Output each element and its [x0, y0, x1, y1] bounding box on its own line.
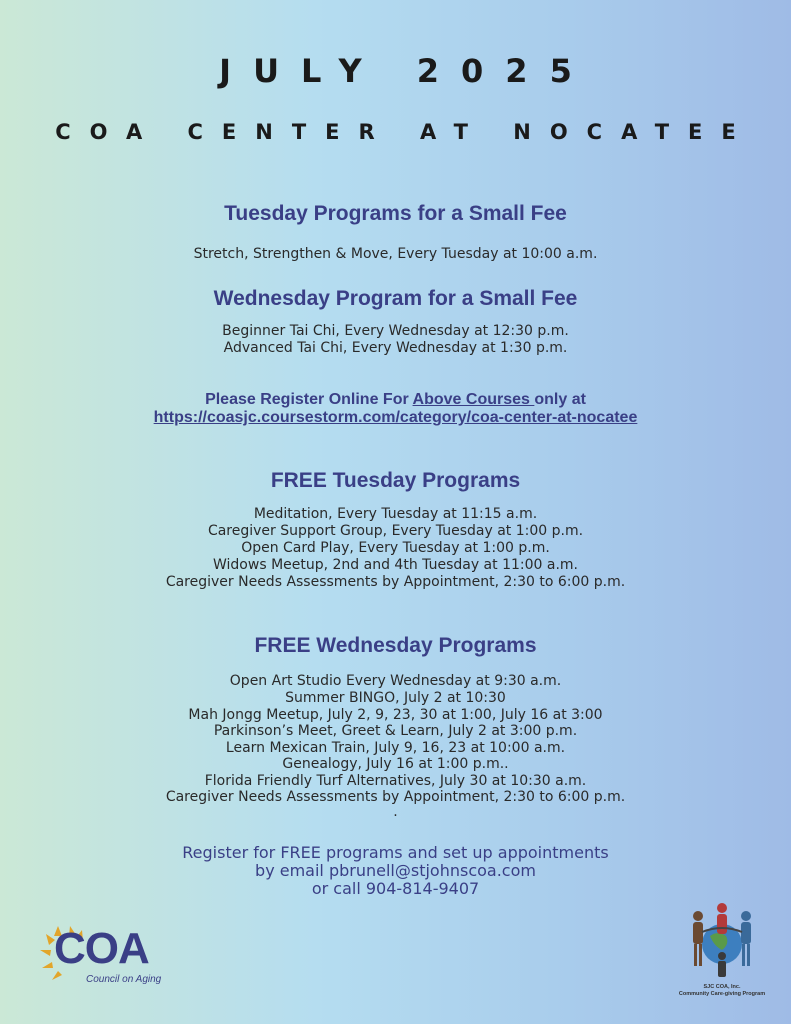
free-wednesday-item: Genealogy, July 16 at 1:00 p.m..: [282, 756, 509, 772]
above-courses-link[interactable]: Above Courses: [412, 391, 535, 408]
register-online-pre: Please Register Online For: [205, 391, 413, 408]
coa-logo: [38, 916, 178, 992]
center-title: COA CENTER AT NOCATEE: [55, 120, 755, 144]
free-wednesday-item: Learn Mexican Train, July 9, 16, 23 at 10:00 a.m.: [225, 740, 566, 756]
free-wednesday-item: Caregiver Needs Assessments by Appointment, 2:30 to 6:00 p.m.: [165, 789, 626, 805]
coursestorm-link[interactable]: https://coasjc.coursestorm.com/category/coa-center-at-nocatee: [153, 409, 638, 426]
sjc-caption-line2: Community Care-giving Program: [678, 991, 766, 997]
free-tuesday-item: Caregiver Support Group, Every Tuesday at 1:00 p.m.: [207, 523, 584, 539]
sjc-caption-line1: SJC COA, Inc.: [703, 984, 741, 990]
tuesday-fee-item: Stretch, Strengthen & Move, Every Tuesday at 10:00 a.m.: [193, 246, 598, 262]
register-url-row: [0, 408, 791, 427]
month-title: JULY 2025: [219, 52, 594, 90]
wednesday-fee-heading: Wednesday Program for a Small Fee: [213, 287, 578, 310]
contact-phone: or call 904-814-9407: [311, 879, 480, 898]
free-tuesday-item: Meditation, Every Tuesday at 11:15 a.m.: [253, 506, 538, 522]
free-wednesday-item: Mah Jongg Meetup, July 2, 9, 23, 30 at 1:00, July 16 at 3:00: [188, 707, 603, 723]
free-tuesday-item: Widows Meetup, 2nd and 4th Tuesday at 11:00 a.m.: [213, 557, 578, 573]
free-tuesday-item: Open Card Play, Every Tuesday at 1:00 p.m.: [241, 540, 550, 556]
register-online-post: only at: [534, 391, 586, 408]
coa-logo-text: COA: [54, 924, 149, 973]
wednesday-fee-item: Beginner Tai Chi, Every Wednesday at 12:30 p.m.: [222, 323, 569, 339]
free-tuesday-heading: FREE Tuesday Programs: [270, 469, 521, 492]
contact-line: Register for FREE programs and set up appointments: [182, 843, 609, 862]
tuesday-fee-heading: Tuesday Programs for a Small Fee: [224, 202, 567, 225]
sjc-coa-logo: [672, 896, 772, 1006]
free-wednesday-item: Parkinson’s Meet, Greet & Learn, July 2 at 3:00 p.m.: [213, 723, 578, 739]
free-wednesday-item: Florida Friendly Turf Alternatives, July 30 at 10:30 a.m.: [204, 773, 587, 789]
caregiving-people-icon: [672, 896, 772, 982]
free-tuesday-item: Caregiver Needs Assessments by Appointment, 2:30 to 6:00 p.m.: [165, 574, 626, 590]
register-online-text: [0, 390, 791, 409]
free-wednesday-item: Summer BINGO, July 2 at 10:30: [285, 690, 506, 706]
free-wednesday-item: .: [393, 804, 398, 820]
wednesday-fee-item: Advanced Tai Chi, Every Wednesday at 1:30 p.m.: [223, 340, 568, 356]
contact-email: by email pbrunell@stjohnscoa.com: [255, 861, 536, 880]
free-wednesday-item: Open Art Studio Every Wednesday at 9:30 a.m.: [229, 673, 562, 689]
free-wednesday-heading: FREE Wednesday Programs: [254, 634, 537, 657]
coa-logo-tagline: Council on Aging: [86, 974, 162, 985]
